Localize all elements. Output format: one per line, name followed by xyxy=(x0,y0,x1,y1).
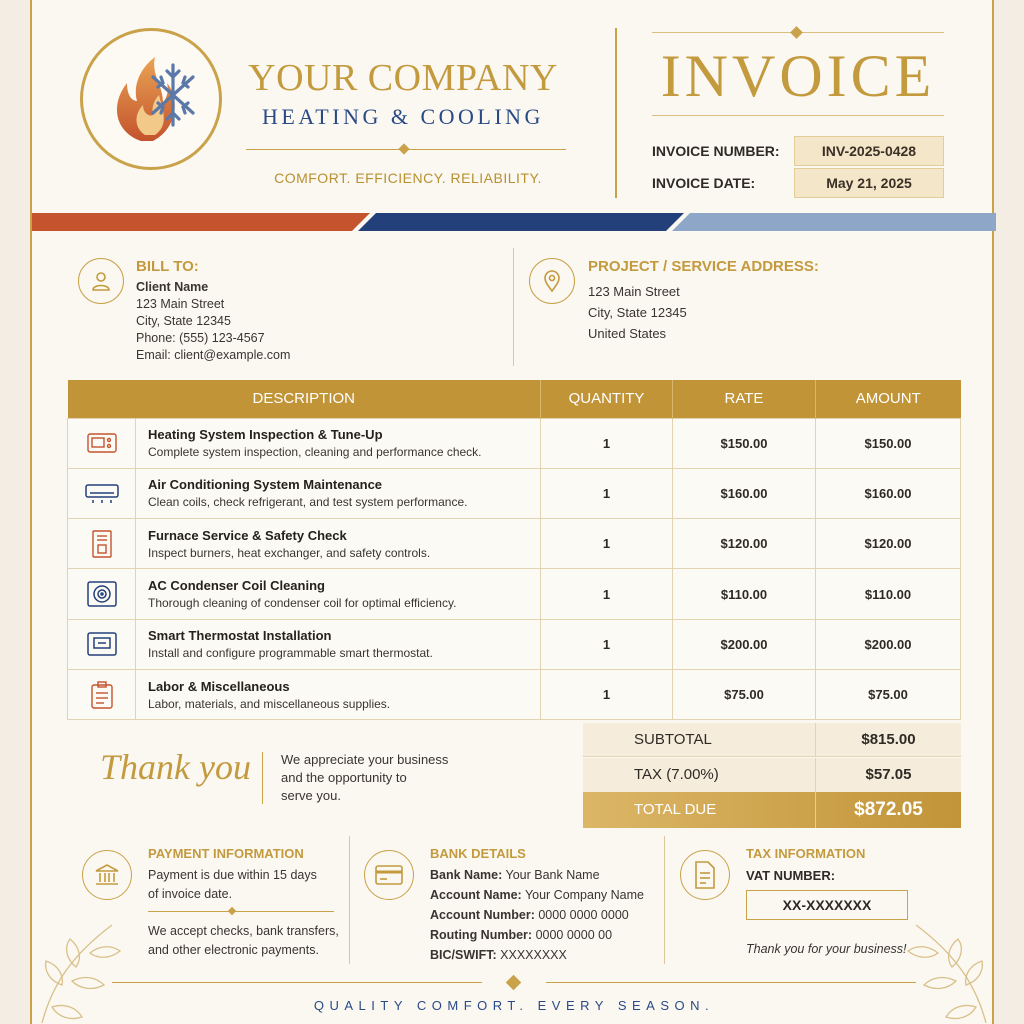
service-country: United States xyxy=(588,326,667,341)
item-quantity: 1 xyxy=(541,468,673,518)
vat-number-label: VAT NUMBER: xyxy=(746,868,836,883)
client-phone: Phone: (555) 123-4567 xyxy=(136,331,265,345)
footer-divider xyxy=(664,836,665,964)
table-row xyxy=(68,569,961,619)
thank-you-line: We appreciate your business xyxy=(281,752,449,767)
tax-info-title: TAX INFORMATION xyxy=(746,846,866,861)
ornament-diamond-icon xyxy=(790,26,803,39)
footer-divider xyxy=(349,836,350,964)
header-divider xyxy=(615,28,617,198)
person-icon xyxy=(78,258,124,304)
thank-you-line: serve you. xyxy=(281,788,341,803)
subtotal-label: SUBTOTAL xyxy=(583,723,816,756)
item-rate: $200.00 xyxy=(673,619,816,669)
heater-icon xyxy=(68,418,136,468)
service-street: 123 Main Street xyxy=(588,284,680,299)
item-description: Clean coils, check refrigerant, and test system performance. xyxy=(148,495,468,510)
service-city: City, State 12345 xyxy=(588,305,687,320)
company-subtitle: HEATING & COOLING xyxy=(262,104,544,129)
flame-snowflake-icon xyxy=(83,31,219,167)
ornament-diamond-icon xyxy=(398,143,409,154)
tax-label: TAX (7.00%) xyxy=(583,758,816,792)
item-amount: $110.00 xyxy=(816,569,961,619)
invoice-title: INVOICE xyxy=(660,43,936,109)
item-rate: $150.00 xyxy=(673,418,816,468)
item-quantity: 1 xyxy=(541,619,673,669)
client-city: City, State 12345 xyxy=(136,314,231,328)
thank-you-message xyxy=(281,751,448,805)
footer-tagline: QUALITY COMFORT. EVERY SEASON. xyxy=(313,998,715,1013)
item-title: AC Condenser Coil Cleaning xyxy=(148,578,325,594)
column-header-quantity: QUANTITY xyxy=(541,380,673,418)
item-quantity: 1 xyxy=(541,569,673,619)
total-due-row xyxy=(583,792,961,828)
thank-you-script: Thank you xyxy=(100,747,251,787)
thank-you-divider xyxy=(262,752,263,804)
account-number-label: Account Number: xyxy=(430,908,535,922)
item-description: Labor, materials, and miscellaneous supplies. xyxy=(148,696,391,711)
bill-to-title: BILL TO: xyxy=(136,258,199,275)
total-due-label: TOTAL DUE xyxy=(583,792,816,828)
table-row xyxy=(68,619,961,669)
location-pin-icon xyxy=(529,258,575,304)
item-rate: $110.00 xyxy=(673,569,816,619)
furnace-icon xyxy=(68,519,136,569)
account-number-value: 0000 0000 0000 xyxy=(538,908,629,922)
column-header-rate: RATE xyxy=(673,380,816,418)
item-description: Complete system inspection, cleaning and performance check. xyxy=(148,445,482,460)
table-row xyxy=(68,468,961,518)
payment-line: We accept checks, bank transfers, xyxy=(148,924,339,938)
invoice-date-value: May 21, 2025 xyxy=(794,168,944,198)
company-logo xyxy=(80,28,222,170)
subtotal-row xyxy=(583,723,961,757)
ornament-divider xyxy=(148,911,334,912)
account-name-value: Your Company Name xyxy=(524,888,644,902)
payment-terms xyxy=(148,866,317,904)
tax-row xyxy=(583,758,961,792)
item-amount: $200.00 xyxy=(816,619,961,669)
item-title: Furnace Service & Safety Check xyxy=(148,527,347,543)
ornament-divider xyxy=(112,982,482,983)
invoice-number-value: INV-2025-0428 xyxy=(794,136,944,166)
item-title: Air Conditioning System Maintenance xyxy=(148,477,383,493)
ornament-diamond-icon xyxy=(228,907,236,915)
bank-details-title: BANK DETAILS xyxy=(430,846,526,861)
item-rate: $120.00 xyxy=(673,519,816,569)
payment-info-title: PAYMENT INFORMATION xyxy=(148,846,304,861)
condenser-icon xyxy=(68,569,136,619)
routing-number-value: 0000 0000 00 xyxy=(535,928,613,942)
bank-name-value: Your Bank Name xyxy=(505,868,600,882)
thermostat-icon xyxy=(68,619,136,669)
ornament-divider xyxy=(652,115,944,116)
item-rate: $75.00 xyxy=(673,669,816,719)
payment-line: of invoice date. xyxy=(148,887,233,901)
payment-line: Payment is due within 15 days xyxy=(148,868,317,882)
client-name: Client Name xyxy=(136,280,209,294)
service-address-title: PROJECT / SERVICE ADDRESS: xyxy=(588,258,819,275)
client-street: 123 Main Street xyxy=(136,297,225,311)
item-description: Inspect burners, heat exchanger, and safety controls. xyxy=(148,545,431,560)
item-amount: $75.00 xyxy=(816,669,961,719)
total-due-value: $872.05 xyxy=(854,799,923,820)
bank-details xyxy=(430,865,644,965)
invoice-page xyxy=(30,0,994,1024)
bank-building-icon xyxy=(82,850,132,900)
invoice-number-label: INVOICE NUMBER: xyxy=(652,143,780,159)
item-title: Labor & Miscellaneous xyxy=(148,678,290,694)
account-name-label: Account Name: xyxy=(430,888,522,902)
company-tagline: COMFORT. EFFICIENCY. RELIABILITY. xyxy=(274,170,542,186)
color-stripe xyxy=(32,213,996,231)
line-items-table xyxy=(67,380,961,720)
item-title: Heating System Inspection & Tune-Up xyxy=(148,427,383,443)
client-email: Email: client@example.com xyxy=(136,348,291,362)
table-header-row xyxy=(68,380,961,418)
service-address xyxy=(588,281,687,344)
routing-number-label: Routing Number: xyxy=(430,928,533,942)
table-row xyxy=(68,669,961,719)
tax-thank-you: Thank you for your business! xyxy=(746,942,907,956)
ornament-diamond-icon xyxy=(506,975,522,991)
tax-document-icon xyxy=(680,850,730,900)
bill-to-address xyxy=(136,279,290,364)
column-header-description: DESCRIPTION xyxy=(68,380,541,418)
payment-line: and other electronic payments. xyxy=(148,943,319,957)
swift-label: BIC/SWIFT: xyxy=(430,948,497,962)
subtotal-value: $815.00 xyxy=(861,731,916,748)
item-quantity: 1 xyxy=(541,418,673,468)
thank-you-line: and the opportunity to xyxy=(281,770,407,785)
item-rate: $160.00 xyxy=(673,468,816,518)
payment-methods xyxy=(148,922,339,960)
tax-value: $57.05 xyxy=(865,766,912,783)
item-amount: $150.00 xyxy=(816,418,961,468)
column-header-amount: AMOUNT xyxy=(816,380,961,418)
item-description: Thorough cleaning of condenser coil for optimal efficiency. xyxy=(148,596,457,611)
swift-value: XXXXXXXX xyxy=(500,948,567,962)
item-quantity: 1 xyxy=(541,669,673,719)
item-description: Install and configure programmable smart thermostat. xyxy=(148,646,433,661)
address-divider xyxy=(513,248,514,366)
invoice-date-label: INVOICE DATE: xyxy=(652,175,756,191)
item-quantity: 1 xyxy=(541,519,673,569)
company-name: YOUR COMPANY xyxy=(248,57,558,99)
bank-name-label: Bank Name: xyxy=(430,868,503,882)
item-amount: $160.00 xyxy=(816,468,961,518)
vat-number-value: XX-XXXXXXX xyxy=(746,890,908,920)
credit-card-icon xyxy=(364,850,414,900)
table-row xyxy=(68,519,961,569)
ornament-divider xyxy=(546,982,916,983)
clipboard-icon xyxy=(68,669,136,719)
item-amount: $120.00 xyxy=(816,519,961,569)
air-conditioner-icon xyxy=(68,468,136,518)
table-row xyxy=(68,418,961,468)
item-title: Smart Thermostat Installation xyxy=(148,628,332,644)
